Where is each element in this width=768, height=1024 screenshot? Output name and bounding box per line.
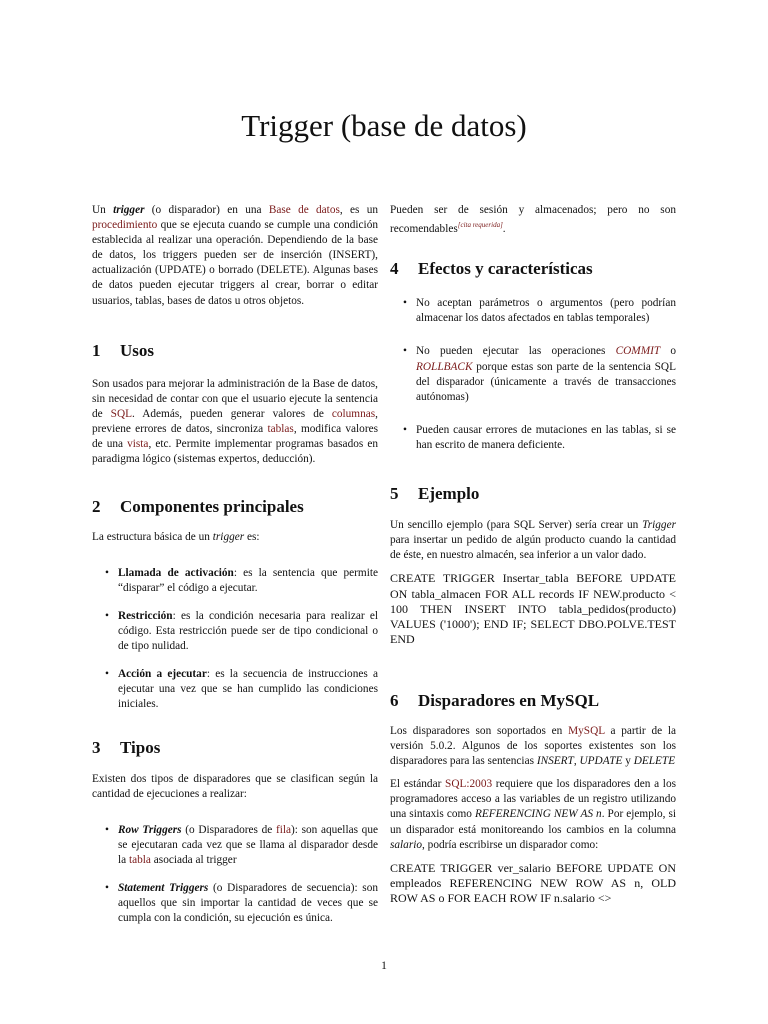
- usos-text: Son usados para mejorar la administración de la Base de datos, sin necesidad de contar con que el usuario ejecute la sentencia de: [92, 377, 378, 420]
- mysql-text: a partir de la versión 5.0.2. Algunos de los soportes existentes son los disparadores para las sentencias: [390, 724, 677, 768]
- item-text: Pueden causar errores de mutaciones en las tablas, si se han escrito de manera deficiente.: [416, 423, 676, 451]
- item-text: : es la secuencia de instrucciones a ejecutar una vez que se han cumplido las condiciones iniciales.: [118, 667, 378, 711]
- section-1-heading: [92, 340, 378, 360]
- item-text: (o Disparadores de secuencia): son aquellos que sin importar la cantidad de veces que se cumpla con la condición, su ejecución es única.: [118, 881, 378, 924]
- ejemplo-paragraph: [390, 518, 676, 563]
- link-procedimiento[interactable]: procedimiento: [92, 219, 158, 232]
- item-term: Llamada de activación: [118, 566, 234, 579]
- link-sql[interactable]: SQL: [110, 407, 133, 420]
- item-term: Statement Triggers: [118, 881, 209, 894]
- link-commit[interactable]: [616, 345, 661, 357]
- section-title: Componentes principales: [120, 497, 304, 517]
- section-number: 2: [92, 497, 101, 517]
- mysql-paragraph-1: [390, 724, 676, 769]
- link-tabla[interactable]: tabla: [128, 853, 151, 866]
- item-text: No pueden ejecutar las operaciones: [416, 345, 616, 358]
- cita-requerida: [cita requerida]: [457, 221, 503, 230]
- item-term: Acción a ejecutar: [118, 667, 207, 680]
- link-columnas[interactable]: columnas: [331, 407, 376, 420]
- ejemplo-text: Un sencillo ejemplo (para SQL Server) sería crear un: [390, 519, 643, 532]
- item-text: ): son aquellas que se ejecutaran cada vez que se llama al disparador desde la: [118, 823, 378, 866]
- mysql-text: requiere que los disparadores den a los programadores acceso a las variables de un registro utilizando una sintaxis como: [390, 778, 676, 821]
- list-item: [92, 566, 378, 596]
- list-item: [92, 881, 378, 926]
- section-number: 1: [92, 340, 101, 360]
- commit-term: COMMIT: [615, 345, 661, 358]
- tipos-paragraph: Existen dos tipos de disparadores que se clasifican según la cantidad de ejecuciones a realizar:: [92, 773, 378, 801]
- link-vista[interactable]: vista: [127, 438, 149, 451]
- usos-paragraph: [92, 377, 378, 468]
- intro-text: , es un: [339, 204, 378, 216]
- intro-text: que se ejecuta cuando se cumple una condición establecida al realizar una operación. Dependiendo de la base de datos, los triggers pueden ser de inserción (INSERT), actualización (UPDATE) o borrado (DELETE). Algunas bases de datos pueden ejecutar triggers al crear, borrar o editar usuarios, tablas, bases de datos u otros objetos.: [92, 219, 378, 307]
- usos-text: , previene errores de datos, sincroniza: [92, 407, 378, 436]
- page-number: 1: [381, 960, 387, 972]
- componentes-intro: [92, 530, 378, 545]
- link-sql2003[interactable]: SQL:2003: [445, 778, 493, 791]
- bullet-icon: •: [105, 881, 109, 894]
- cita-requerida-link[interactable]: [458, 223, 503, 235]
- item-term: Restricción: [118, 609, 173, 622]
- item-text: : es la condición necesaria para realizar el código. Esta restricción puede ser de tipo condicional o de tipo nulidad.: [118, 609, 378, 652]
- section-title: Usos: [120, 340, 155, 360]
- update-term: UPDATE: [579, 755, 623, 768]
- mysql-text: Los disparadores son soportados en: [390, 724, 569, 737]
- mysql-text: El estándar: [390, 778, 446, 791]
- trigger-term: Trigger: [642, 519, 676, 532]
- componentes-text: La estructura básica de un: [92, 531, 213, 544]
- mysql-text: y: [622, 755, 634, 768]
- salario-term: salario: [390, 838, 423, 851]
- usos-text: . Además, pueden generar valores de: [132, 407, 332, 420]
- section-title: Tipos: [120, 738, 161, 758]
- bullet-icon: •: [403, 423, 407, 436]
- mysql-text: ,: [573, 755, 580, 768]
- insert-term: INSERT: [536, 755, 574, 768]
- item-text: asociada al trigger: [150, 853, 237, 866]
- section-title: Disparadores en MySQL: [418, 690, 600, 710]
- section-6-heading: [390, 690, 676, 710]
- link-fila[interactable]: fila: [275, 823, 292, 836]
- bullet-icon: •: [105, 566, 109, 579]
- bullet-icon: •: [105, 823, 109, 836]
- left-column: [92, 203, 378, 939]
- right-column: [390, 203, 676, 914]
- link-rollback[interactable]: [416, 361, 473, 373]
- item-text: porque estas son parte de la sentencia SQL del disparador (únicamente a través de transacciones autónomas): [416, 360, 676, 403]
- trigger-term: trigger: [212, 531, 245, 544]
- componentes-text: es:: [244, 531, 260, 544]
- intro-paragraph: [92, 203, 378, 309]
- rollback-term: ROLLBACK: [416, 360, 473, 373]
- bullet-icon: •: [403, 297, 407, 310]
- recomendables-text: .: [502, 223, 506, 236]
- recomendables-paragraph: [390, 203, 676, 237]
- item-text: o: [660, 345, 676, 358]
- section-title: Ejemplo: [418, 484, 480, 504]
- bullet-icon: •: [105, 609, 109, 622]
- intro-text: Un: [92, 204, 114, 216]
- intro-trigger-term: trigger: [113, 204, 145, 216]
- item-text: : es la sentencia que permite “disparar” el código a ejecutar.: [118, 566, 378, 594]
- bullet-icon: •: [403, 345, 407, 358]
- link-mysql[interactable]: MySQL: [568, 724, 605, 737]
- tipos-list: [92, 823, 378, 927]
- section-title: Efectos y características: [418, 259, 593, 279]
- code-example-1: CREATE TRIGGER Insertar_tabla BEFORE UPDATE ON tabla_almacen FOR ALL records IF NEW.producto < 100 THEN INSERT INTO tabla_pedidos(producto) VALUES ('1000'); END IF; SELECT DBO.POLVE.TEST END: [390, 571, 676, 646]
- bullet-icon: •: [105, 667, 109, 680]
- mysql-text: , podría escribirse un disparador como:: [422, 838, 599, 851]
- item-text: No aceptan parámetros o argumentos (pero podrían almacenar los datos afectados en tablas temporales): [416, 297, 676, 325]
- code-example-2: CREATE TRIGGER ver_salario BEFORE UPDATE ON empleados REFERENCING NEW ROW AS n, OLD ROW AS o FOR EACH ROW IF n.salario <>: [390, 860, 676, 905]
- section-2-heading: [92, 497, 378, 517]
- section-number: 3: [92, 738, 101, 758]
- section-number: 6: [390, 690, 399, 710]
- mysql-paragraph-2: [390, 777, 676, 852]
- list-item: [92, 823, 378, 868]
- section-5-heading: [390, 484, 676, 504]
- mysql-text: . Por ejemplo, si un disparador está monitoreando los cambios en la columna: [390, 808, 676, 836]
- delete-term: DELETE: [633, 755, 676, 768]
- link-base-de-datos[interactable]: Base de datos: [268, 204, 340, 216]
- section-3-heading: [92, 738, 378, 758]
- link-tablas[interactable]: tablas: [267, 423, 294, 436]
- list-item: [92, 667, 378, 712]
- section-4-heading: [390, 259, 676, 279]
- list-item: [390, 344, 676, 404]
- recomendables-text: Pueden ser de sesión y almacenados; pero no son recomendables: [390, 204, 676, 236]
- item-text: (o Disparadores de: [181, 823, 276, 836]
- section-number: 5: [390, 484, 399, 504]
- efectos-list: [390, 296, 676, 453]
- item-term: Row Triggers: [118, 823, 182, 836]
- usos-text: , etc. Permite implementar programas basados en paradigma lógico (sistemas expertos, deducción).: [92, 438, 378, 466]
- list-item: [92, 609, 378, 654]
- list-item: [390, 423, 676, 453]
- intro-text: (o disparador) en una: [144, 204, 269, 216]
- usos-text: , modifica valores de una: [92, 423, 379, 451]
- componentes-list: [92, 566, 378, 713]
- section-number: 4: [390, 259, 399, 279]
- referencing-term: REFERENCING NEW AS n: [474, 808, 602, 821]
- page-title: Trigger (base de datos): [241, 108, 527, 143]
- list-item: [390, 296, 676, 326]
- ejemplo-text: para insertar un pedido de algún producto cuando la cantidad de éste, en nuestro almacén, sea inferior a un valor dado.: [390, 534, 676, 562]
